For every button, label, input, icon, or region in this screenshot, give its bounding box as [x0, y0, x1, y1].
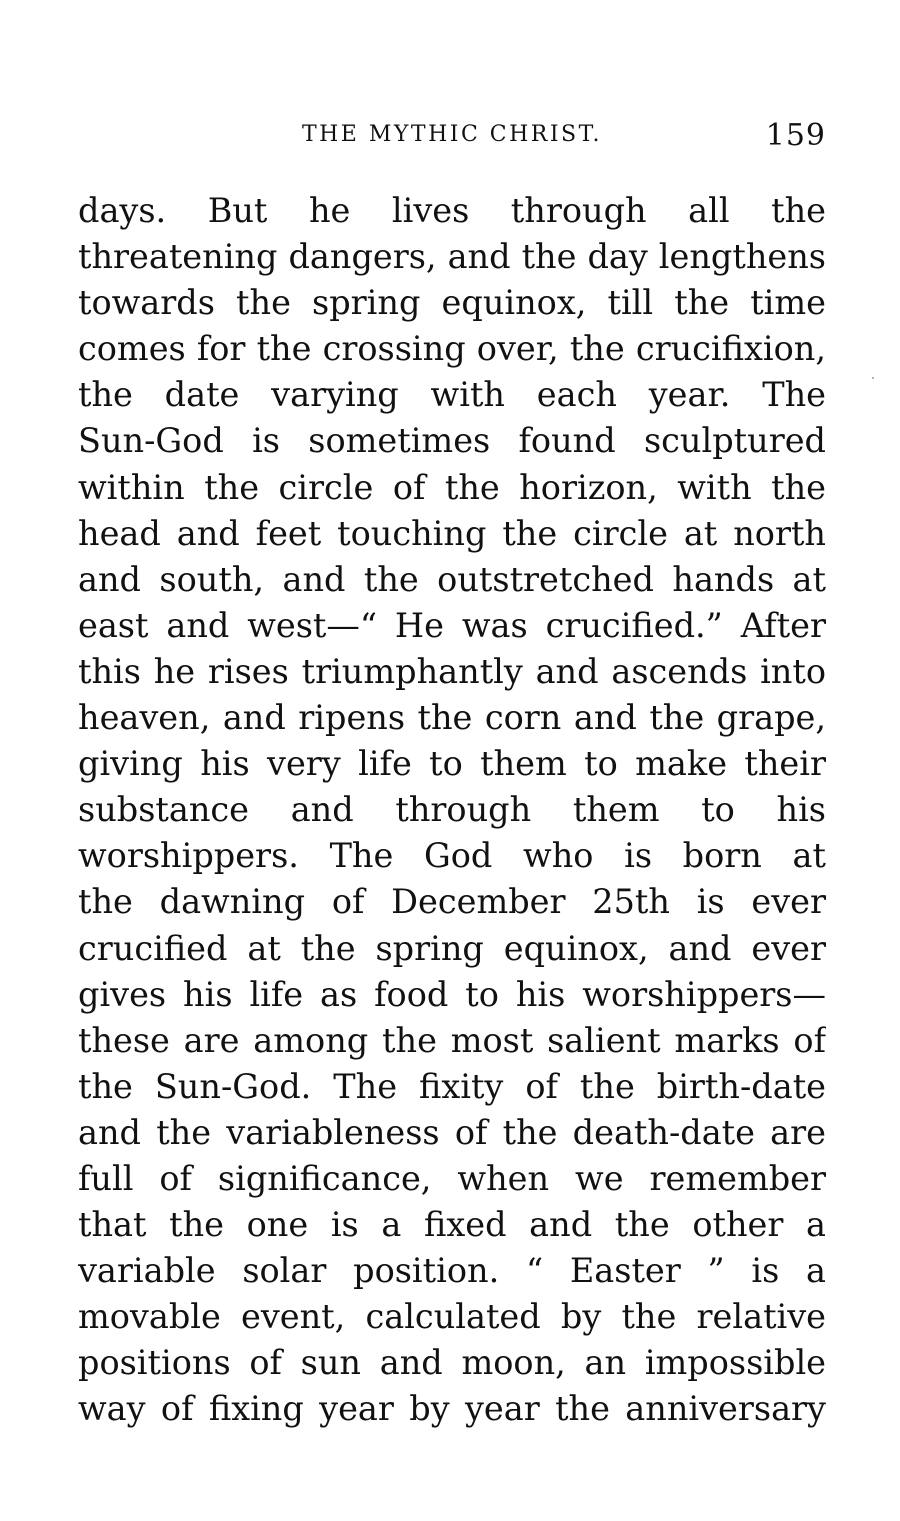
- body-text: [78, 188, 826, 1433]
- text-line: Sun-God is sometimes found sculptured: [78, 421, 826, 461]
- text-line: the Sun-God. The fixity of the birth-date: [78, 1066, 826, 1106]
- text-line: that the one is a fixed and the other a: [78, 1205, 826, 1245]
- text-line: days. But he lives through all the: [78, 191, 826, 230]
- text-line: gives his life as food to his worshippers—: [78, 974, 826, 1014]
- text-line: and the variableness of the death-date are: [78, 1112, 826, 1152]
- text-line: within the circle of the horizon, with the: [78, 467, 826, 507]
- paper-speck: [872, 377, 874, 379]
- running-title: THE MYTHIC CHRIST.: [301, 122, 603, 147]
- page-number: 159: [765, 118, 826, 153]
- text-line: this he rises triumphantly and ascends into: [78, 651, 826, 691]
- text-line: giving his very life to them to make their: [78, 744, 826, 784]
- text-line: head and feet touching the circle at north: [78, 513, 826, 553]
- text-line: variable solar position. “ Easter ” is a: [78, 1251, 826, 1291]
- text-line: threatening dangers, and the day lengthens: [78, 237, 826, 277]
- text-line: and south, and the outstretched hands at: [78, 559, 826, 599]
- text-line: movable event, calculated by the relative: [78, 1297, 826, 1337]
- text-line: east and west—“ He was crucified.” After: [78, 605, 826, 645]
- page-header: [78, 118, 826, 158]
- text-line: heaven, and ripens the corn and the grape,: [78, 698, 826, 738]
- text-line: comes for the crossing over, the crucifixion,: [78, 329, 826, 369]
- text-line: way of fixing year by year the anniversary: [78, 1389, 826, 1429]
- text-line: worshippers. The God who is born at: [78, 836, 826, 876]
- text-line: the dawning of December 25th is ever: [78, 882, 826, 922]
- text-line: these are among the most salient marks of: [78, 1020, 826, 1060]
- text-line: positions of sun and moon, an impossible: [78, 1343, 826, 1383]
- text-line: towards the spring equinox, till the time: [78, 283, 826, 323]
- text-line: crucified at the spring equinox, and ever: [78, 928, 826, 968]
- text-line: substance and through them to his: [78, 790, 826, 830]
- text-line: full of significance, when we remember: [78, 1158, 826, 1198]
- text-line: the date varying with each year. The: [78, 375, 826, 415]
